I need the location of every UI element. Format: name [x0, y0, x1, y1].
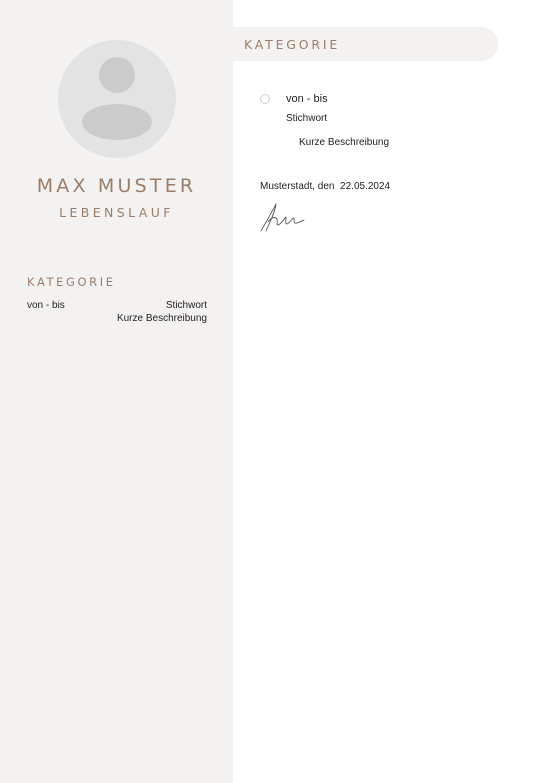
place-and-date: Musterstadt, den 22.05.2024 [260, 181, 391, 192]
circle-bullet-icon [260, 94, 270, 104]
sidebar-entry-period: von - bis [27, 300, 65, 311]
main-entry-keyword: Stichwort [286, 113, 328, 124]
person-name: MAX MUSTER [36, 175, 197, 197]
document-subtitle: LEBENSLAUF [59, 205, 174, 220]
avatar [58, 40, 176, 158]
sidebar-section-heading: KATEGORIE [27, 275, 116, 289]
person-placeholder-icon [58, 40, 176, 158]
sidebar [0, 0, 233, 783]
main-section-heading: KATEGORIE [244, 37, 341, 52]
sidebar-entry-keyword: Stichwort [165, 300, 207, 311]
main-entry-description: Kurze Beschreibung [299, 137, 390, 148]
sidebar-entry-description: Kurze Beschreibung [116, 313, 207, 324]
handwritten-signature [258, 200, 308, 234]
main-entry-period: von - bis [286, 93, 328, 105]
